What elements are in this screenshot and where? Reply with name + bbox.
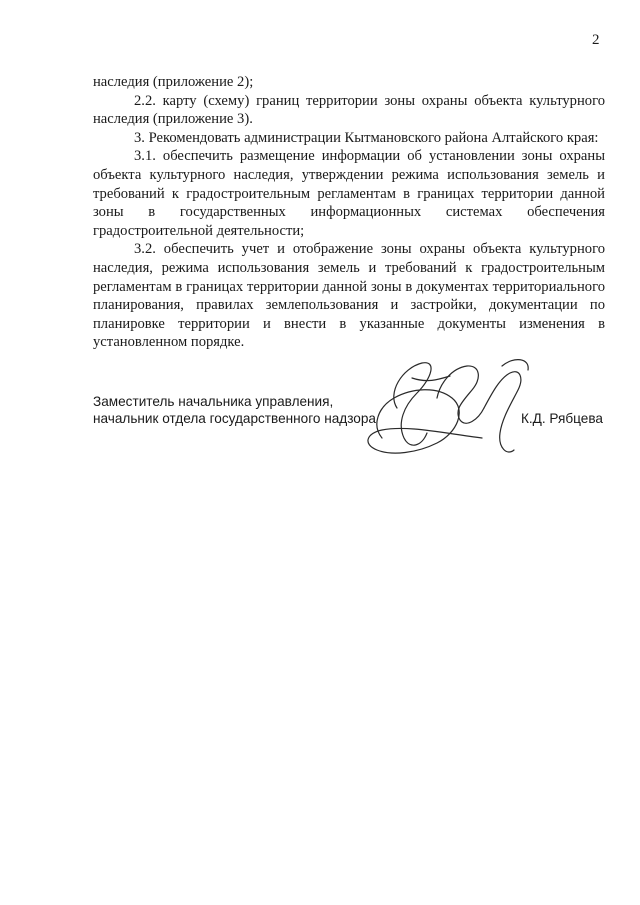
paragraph-continuation: наследия (приложение 2); [93, 74, 254, 90]
page-number: 2 [592, 32, 600, 48]
paragraph-3-2: 3.2. обеспечить учет и отображение зоны охраны объекта культурного наследия, режима использования земель и требований к градостроительным регламентам в границах территории данной зоны в документах территориального планирования, правилах землепользования и застройки, документации по планировке территории и внести в указанные документы изменения в установленном порядке. [93, 241, 605, 351]
signer-position-line-2: начальник отдела государственного надзора [93, 410, 376, 426]
paragraph-3: 3. Рекомендовать администрации Кытмановского района Алтайского края: [134, 129, 599, 146]
document-body [93, 73, 605, 352]
paragraph-2-2: 2.2. карту (схему) границ территории зоны охраны объекта культурного наследия (приложение 3). [93, 92, 605, 128]
paragraph-3-1: 3.1. обеспечить размещение информации об установлении зоны охраны объекта культурного наследия, утверждении режима использования земель и требований к градостроительным регламентам в границах территории данной зоны в государственных информационных системах обеспечения градостроительной деятельности; [93, 148, 605, 239]
signer-name: К.Д. Рябцева [520, 410, 603, 426]
signer-position-line-1: Заместитель начальника управления, [93, 394, 334, 409]
handwritten-signature [342, 338, 542, 468]
